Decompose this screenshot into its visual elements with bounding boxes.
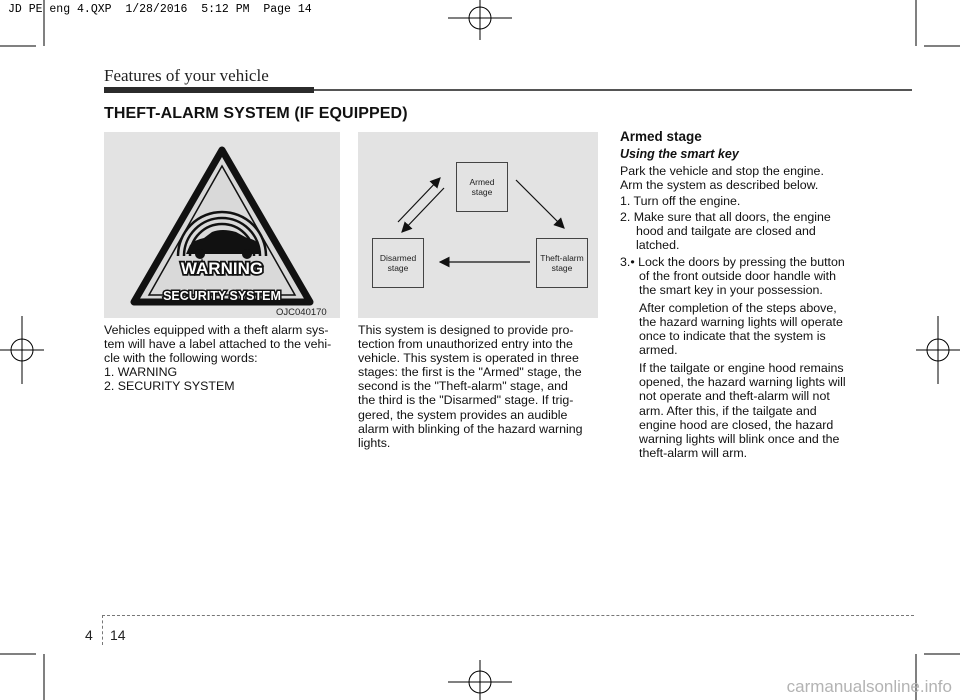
text-line: lights. — [358, 435, 391, 450]
text-line: After completion of the steps above, — [639, 300, 837, 315]
text-line: Park the vehicle and stop the engine. — [620, 164, 824, 178]
text-line: engine hood are closed, the hazard — [639, 417, 834, 432]
list-item: 3.• Lock the doors by pressing the button — [620, 254, 845, 269]
figure-code: OJC040170 — [276, 307, 327, 318]
text-line: gered, the system provides an audible — [358, 407, 568, 422]
text-line: This system is designed to provide pro- — [358, 323, 574, 337]
security-system-word: SECURITY SYSTEM — [163, 289, 281, 303]
text-line: opened, the hazard warning lights will — [639, 375, 846, 390]
text-line: vehicle. This system is operated in three — [358, 351, 579, 366]
section-title: THEFT-ALARM SYSTEM (IF EQUIPPED) — [104, 105, 408, 122]
text-line: cle with the following words: — [104, 351, 258, 366]
text-line: warning lights will blink once and the — [639, 431, 840, 446]
box-label: stage — [471, 187, 493, 197]
diagram-arrows — [358, 132, 598, 318]
footer-separator — [102, 615, 104, 645]
running-header: Features of your vehicle — [104, 66, 269, 85]
text-line: Vehicles equipped with a theft alarm sys- — [104, 323, 329, 337]
list-item-cont: latched. — [636, 238, 680, 253]
text-line: Arm the system as described below. — [620, 178, 819, 193]
watermark: carmanualsonline.info — [786, 677, 952, 696]
text-line: theft-alarm will arm. — [639, 445, 748, 460]
box-label: Theft-alarm — [540, 253, 584, 263]
text-line: armed. — [639, 343, 678, 358]
box-label: Disarmed — [379, 253, 417, 263]
text-line: once to indicate that the system is — [639, 329, 826, 344]
warning-triangle-icon — [104, 132, 340, 318]
text-line: the hazard warning lights will operate — [639, 314, 843, 329]
col2-text — [358, 323, 602, 450]
text-line: If the tailgate or engine hood remains — [639, 361, 844, 376]
header-rule-thick — [104, 87, 314, 93]
box-label: stage — [387, 263, 409, 273]
text-line: not operate and theft-alarm will not — [639, 389, 830, 404]
armed-stage-box — [456, 162, 508, 212]
warning-word: WARNING — [180, 259, 264, 278]
list-item: 2. Make sure that all doors, the engine — [620, 210, 831, 225]
header-rule-thin — [314, 89, 912, 91]
list-item-cont: of the front outside door handle with — [639, 268, 837, 283]
list-item-cont: the smart key in your possession. — [639, 282, 823, 297]
list-item-cont: hood and tailgate are closed and — [636, 224, 816, 239]
text-line: arm. After this, if the tailgate and — [639, 403, 817, 418]
box-label: Armed — [469, 177, 495, 187]
smart-key-subheading: Using the smart key — [620, 147, 739, 161]
page-number: 14 — [110, 627, 126, 643]
list-item: 1. WARNING — [104, 365, 178, 380]
text-line: tem will have a label attached to the vehi- — [104, 337, 332, 352]
col1-text — [104, 323, 331, 393]
text-line: the third is the "Disarmed" stage. If trig- — [358, 393, 574, 408]
footer-rule — [102, 615, 914, 616]
text-line: alarm with blinking of the hazard warning — [358, 421, 583, 436]
warning-label-figure — [104, 132, 340, 318]
disarmed-stage-box — [372, 238, 424, 288]
text-line: stages: the first is the "Armed" stage, the — [358, 365, 582, 380]
print-slug: JD PE eng 4.QXP 1/28/2016 5:12 PM Page 14 — [8, 3, 312, 16]
text-line: second is the "Theft-alarm" stage, and — [358, 379, 568, 394]
box-label: stage — [551, 263, 573, 273]
stage-diagram — [358, 132, 598, 318]
list-item: 1. Turn off the engine. — [620, 194, 741, 209]
list-item: 2. SECURITY SYSTEM — [104, 379, 235, 394]
armed-stage-heading: Armed stage — [620, 129, 702, 144]
chapter-number: 4 — [85, 627, 93, 643]
theft-alarm-stage-box — [536, 238, 588, 288]
text-line: tection from unauthorized entry into the — [358, 337, 573, 352]
col3-text — [620, 164, 860, 460]
